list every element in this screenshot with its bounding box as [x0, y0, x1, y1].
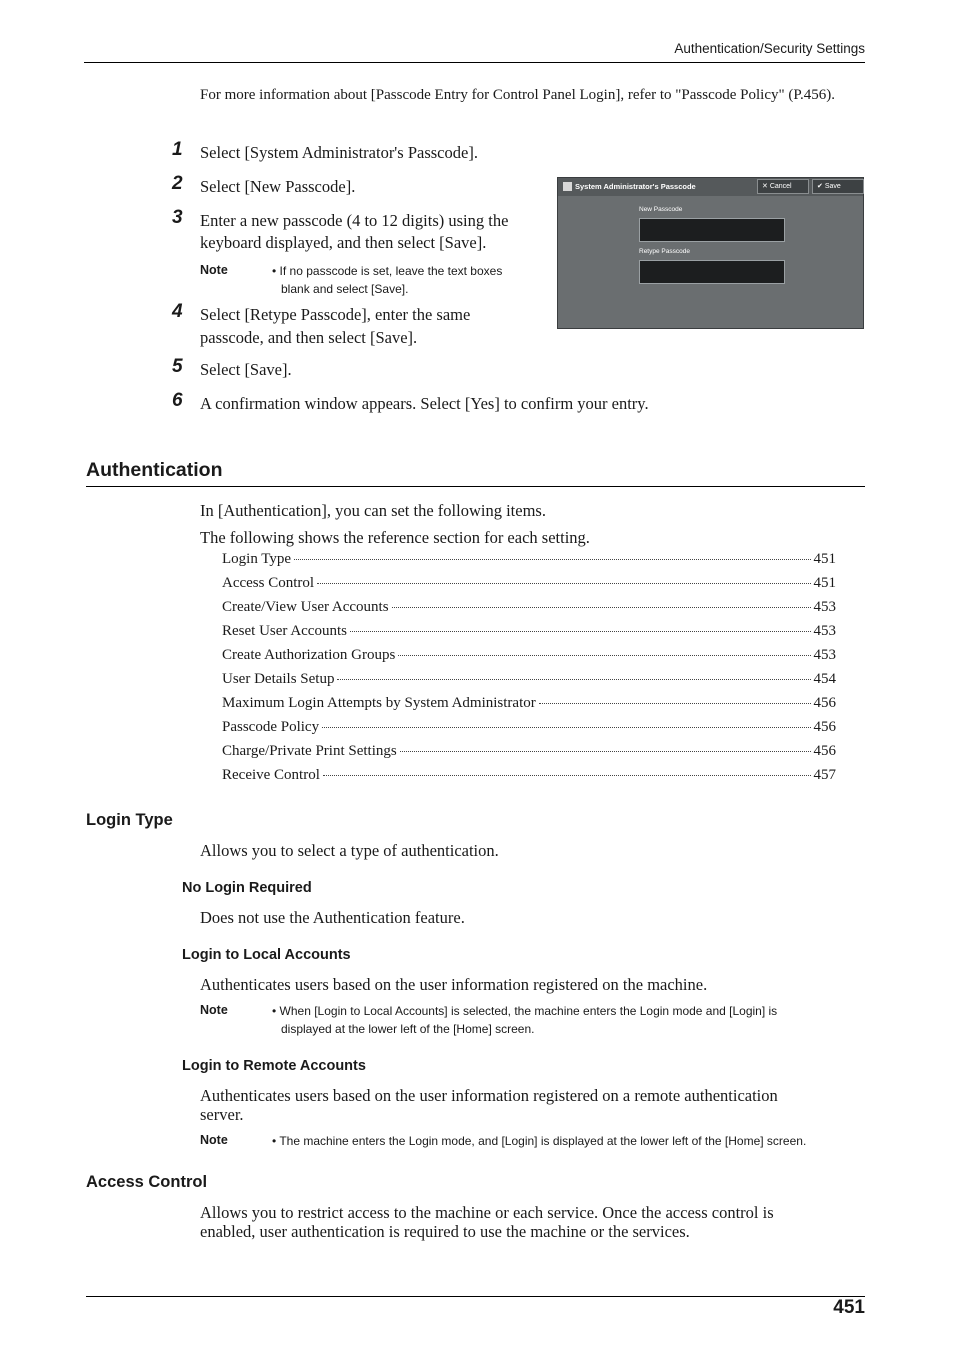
paragraph: Does not use the Authentication feature. — [200, 908, 465, 927]
note-text: • When [Login to Local Accounts] is selected, the machine enters the Login mode and [Login] is — [272, 1004, 778, 1018]
reference-label: Create Authorization Groups — [222, 647, 396, 663]
paragraph: The following shows the reference section for each setting. — [200, 528, 590, 547]
reference-page: 457 — [813, 767, 836, 783]
leader-dots — [294, 559, 810, 560]
paragraph: Authenticates users based on the user information registered on the machine. — [200, 975, 708, 994]
reference-label: Reset User Accounts — [222, 623, 347, 639]
reference-row — [222, 671, 836, 691]
step-number: 5 — [172, 356, 183, 377]
step-number: 2 — [172, 173, 183, 194]
new-passcode-label: New Passcode — [639, 206, 683, 213]
reference-page: 451 — [813, 575, 836, 591]
reference-label: User Details Setup — [222, 671, 335, 687]
leader-dots — [317, 583, 810, 584]
section-rule — [86, 486, 865, 487]
subsection-heading: Login Type — [86, 811, 173, 829]
reference-page: 456 — [813, 719, 836, 735]
reference-label: Access Control — [222, 575, 315, 591]
step-number: 6 — [172, 390, 183, 411]
step-text: keyboard displayed, and then select [Save]. — [200, 233, 487, 252]
leader-dots — [539, 703, 811, 704]
reference-row — [222, 743, 836, 763]
reference-row — [222, 623, 836, 643]
reference-row — [222, 647, 836, 667]
option-heading: No Login Required — [182, 880, 312, 896]
retype-passcode-label: Retype Passcode — [639, 248, 690, 255]
retype-passcode-field — [639, 260, 785, 284]
reference-label: Create/View User Accounts — [222, 599, 389, 615]
passcode-screen-image — [557, 177, 864, 329]
screen-title: System Administrator's Passcode — [575, 182, 696, 191]
leader-dots — [392, 607, 811, 608]
paragraph: Authenticates users based on the user information registered on a remote authentication — [200, 1086, 778, 1105]
cancel-button: ✕ Cancel — [757, 179, 809, 194]
save-button: ✔ Save — [812, 179, 864, 194]
footer-rule — [86, 1296, 865, 1297]
subsection-heading: Access Control — [86, 1173, 208, 1191]
save-label: Save — [824, 183, 841, 190]
step-text: A confirmation window appears. Select [Yes] to confirm your entry. — [200, 394, 649, 413]
new-passcode-field — [639, 218, 785, 242]
reference-row — [222, 767, 836, 787]
reference-page: 456 — [813, 695, 836, 711]
tools-icon — [563, 182, 572, 191]
running-header: Authentication/Security Settings — [674, 41, 865, 56]
note-label: Note — [200, 263, 228, 277]
leader-dots — [322, 727, 810, 728]
paragraph: Allows you to restrict access to the machine or each service. Once the access control is — [200, 1203, 774, 1222]
page-number: 451 — [833, 1297, 865, 1318]
reference-row — [222, 695, 836, 715]
option-heading: Login to Local Accounts — [182, 947, 351, 963]
reference-page: 451 — [813, 551, 836, 567]
note-label: Note — [200, 1133, 228, 1147]
step-number: 4 — [172, 301, 183, 322]
leader-dots — [400, 751, 811, 752]
leader-dots — [398, 655, 810, 656]
screen-title-bar — [558, 178, 863, 196]
step-text: Select [System Administrator's Passcode]. — [200, 143, 478, 162]
reference-label: Maximum Login Attempts by System Administrator — [222, 695, 536, 711]
step-text: passcode, and then select [Save]. — [200, 328, 418, 347]
leader-dots — [337, 679, 810, 680]
header-rule — [84, 62, 865, 63]
note-label: Note — [200, 1003, 228, 1017]
reference-page: 453 — [813, 623, 836, 639]
paragraph: In [Authentication], you can set the following items. — [200, 501, 546, 520]
leader-dots — [350, 631, 811, 632]
reference-label: Login Type — [222, 551, 292, 567]
paragraph: enabled, user authentication is required to use the machine or the services. — [200, 1222, 690, 1241]
reference-label: Passcode Policy — [222, 719, 320, 735]
reference-row — [222, 575, 836, 595]
step-number: 3 — [172, 207, 183, 228]
reference-label: Receive Control — [222, 767, 320, 783]
note-text: displayed at the lower left of the [Home] screen. — [281, 1022, 535, 1036]
cancel-label: Cancel — [769, 183, 792, 190]
step-text: Select [New Passcode]. — [200, 177, 356, 196]
reference-row — [222, 551, 836, 571]
section-heading: Authentication — [86, 459, 223, 481]
reference-page: 454 — [813, 671, 836, 687]
reference-label: Charge/Private Print Settings — [222, 743, 397, 759]
paragraph: server. — [200, 1105, 244, 1124]
note-text: • If no passcode is set, leave the text boxes — [272, 264, 503, 278]
paragraph: Allows you to select a type of authentication. — [200, 841, 499, 860]
leader-dots — [323, 775, 811, 776]
note-text: • The machine enters the Login mode, and [Login] is displayed at the lower left of the [Home] screen. — [272, 1134, 807, 1148]
intro-paragraph: For more information about [Passcode Entry for Control Panel Login], refer to "Passcode Policy" (P.456). — [200, 87, 836, 103]
note-text: blank and select [Save]. — [281, 282, 409, 296]
step-text: Enter a new passcode (4 to 12 digits) using the — [200, 211, 509, 230]
step-text: Select [Save]. — [200, 360, 292, 379]
step-text: Select [Retype Passcode], enter the same — [200, 305, 471, 324]
reference-page: 456 — [813, 743, 836, 759]
step-number: 1 — [172, 139, 183, 160]
reference-page: 453 — [813, 599, 836, 615]
reference-page: 453 — [813, 647, 836, 663]
reference-row — [222, 719, 836, 739]
option-heading: Login to Remote Accounts — [182, 1058, 366, 1074]
reference-row — [222, 599, 836, 619]
